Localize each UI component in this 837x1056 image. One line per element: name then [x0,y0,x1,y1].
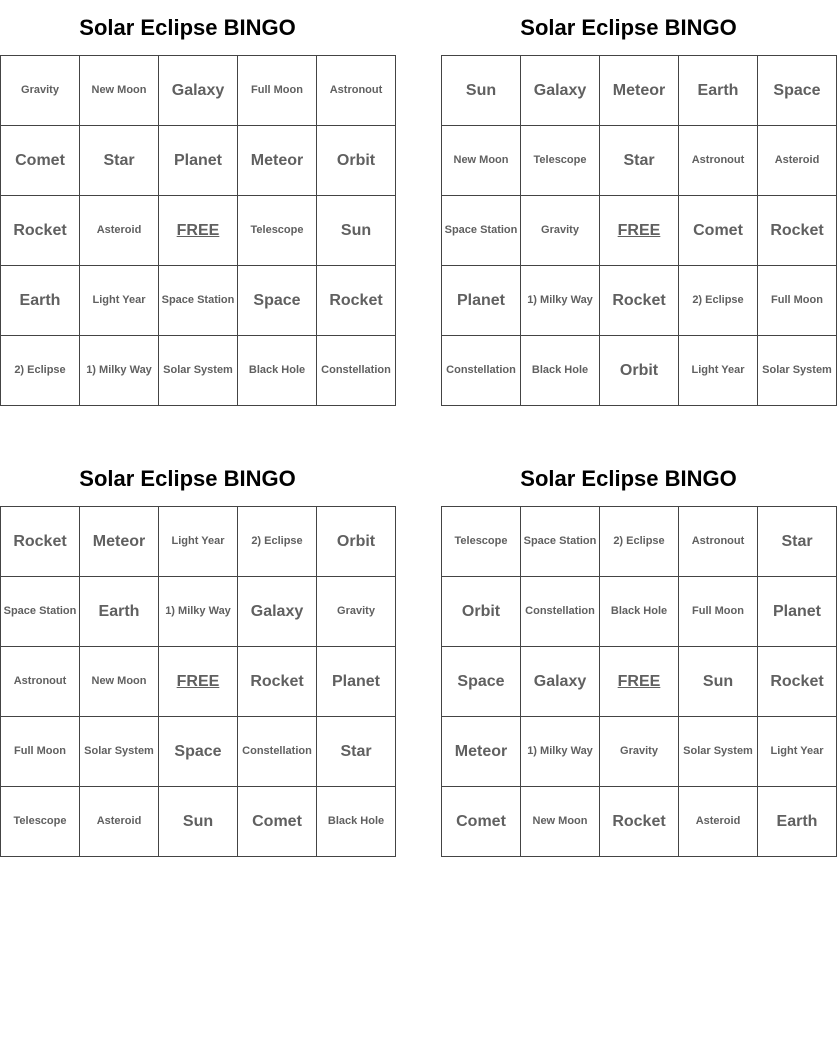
card-title: Solar Eclipse BINGO [520,466,737,491]
bingo-cell: Asteroid [80,196,159,266]
grid-row [442,336,837,406]
bingo-cell: Rocket [758,647,837,717]
grid-row [1,266,396,336]
bingo-cell: Gravity [317,577,396,647]
bingo-cell: Solar System [758,336,837,406]
bingo-grid [0,506,396,857]
bingo-cell: Rocket [238,647,317,717]
grid-row [1,577,396,647]
bingo-cell: Solar System [679,717,758,787]
bingo-cell: Star [600,126,679,196]
grid-row [442,266,837,336]
bingo-cell: Astronout [679,126,758,196]
grid-row [1,126,396,196]
bingo-cell: Meteor [238,126,317,196]
grid-row [1,717,396,787]
bingo-cell: Galaxy [159,56,238,126]
bingo-cell: Gravity [1,56,80,126]
grid-row [1,787,396,857]
bingo-cell: Gravity [521,196,600,266]
grid-row [442,787,837,857]
bingo-cell: Full Moon [238,56,317,126]
bingo-cell: Galaxy [521,647,600,717]
bingo-cell: Star [317,717,396,787]
free-space-cell: FREE [159,647,238,717]
bingo-cell: Full Moon [679,577,758,647]
bingo-cell: Sun [679,647,758,717]
bingo-cell: Gravity [600,717,679,787]
grid-row [1,647,396,717]
bingo-cell: Star [758,507,837,577]
bingo-cell: Galaxy [238,577,317,647]
bingo-cell: Asteroid [758,126,837,196]
bingo-cell: Solar System [80,717,159,787]
free-space-cell: FREE [600,196,679,266]
bingo-cell: Comet [1,126,80,196]
bingo-cell: Black Hole [600,577,679,647]
bingo-cell: Star [80,126,159,196]
bingo-cell: Light Year [80,266,159,336]
bingo-cell: Light Year [758,717,837,787]
grid-row [1,56,396,126]
bingo-cell: Meteor [442,717,521,787]
bingo-cell: Earth [1,266,80,336]
grid-row [1,336,396,406]
bingo-cell: Light Year [679,336,758,406]
bingo-cell: 1) Milky Way [159,577,238,647]
bingo-cell: Earth [758,787,837,857]
bingo-cell: 1) Milky Way [80,336,159,406]
bingo-cell: Space [442,647,521,717]
bingo-cell: Earth [679,56,758,126]
bingo-grid [441,55,837,406]
card-title: Solar Eclipse BINGO [79,466,296,491]
bingo-cell: Black Hole [238,336,317,406]
bingo-cell: 1) Milky Way [521,266,600,336]
bingo-card [441,12,832,406]
bingo-cell: 2) Eclipse [600,507,679,577]
bingo-cell: Orbit [600,336,679,406]
bingo-cell: Galaxy [521,56,600,126]
bingo-cell: Space Station [442,196,521,266]
bingo-cell: Asteroid [679,787,758,857]
bingo-cell: Orbit [317,507,396,577]
card-title: Solar Eclipse BINGO [79,15,296,40]
free-space-cell: FREE [600,647,679,717]
bingo-grid [0,55,396,406]
bingo-cell: Rocket [317,266,396,336]
bingo-cell: Comet [679,196,758,266]
bingo-cell: Full Moon [1,717,80,787]
bingo-cell: Planet [317,647,396,717]
bingo-cell: Planet [758,577,837,647]
bingo-cell: New Moon [80,56,159,126]
bingo-cell: Sun [317,196,396,266]
free-space-cell: FREE [159,196,238,266]
bingo-cell: Space [238,266,317,336]
bingo-cell: Rocket [600,266,679,336]
bingo-cell: Constellation [442,336,521,406]
bingo-cell: Comet [238,787,317,857]
bingo-cell: Constellation [238,717,317,787]
bingo-cell: Telescope [1,787,80,857]
bingo-cell: Telescope [442,507,521,577]
grid-row [442,507,837,577]
bingo-cell: Rocket [1,507,80,577]
bingo-cell: 2) Eclipse [679,266,758,336]
bingo-cell: Planet [159,126,238,196]
bingo-cell: Full Moon [758,266,837,336]
grid-row [442,56,837,126]
bingo-cell: Astronout [679,507,758,577]
bingo-cell: New Moon [442,126,521,196]
bingo-cell: Rocket [1,196,80,266]
bingo-cell: Space [758,56,837,126]
bingo-cell: Rocket [758,196,837,266]
bingo-cell: 2) Eclipse [238,507,317,577]
bingo-card [0,463,385,857]
bingo-cell: Meteor [80,507,159,577]
bingo-cell: New Moon [80,647,159,717]
bingo-cell: Light Year [159,507,238,577]
bingo-cell: Constellation [317,336,396,406]
bingo-cell: 1) Milky Way [521,717,600,787]
bingo-grid [441,506,837,857]
bingo-cell: Space [159,717,238,787]
grid-row [442,126,837,196]
bingo-card [0,12,391,406]
bingo-cell: New Moon [521,787,600,857]
bingo-cell: Telescope [521,126,600,196]
bingo-cell: Earth [80,577,159,647]
bingo-cell: Sun [159,787,238,857]
bingo-cell: Meteor [600,56,679,126]
grid-row [442,577,837,647]
bingo-cell: Astronout [1,647,80,717]
bingo-card [441,463,824,857]
bingo-cell: Black Hole [317,787,396,857]
bingo-cell: Sun [442,56,521,126]
bingo-cell: Orbit [442,577,521,647]
bingo-cell: Rocket [600,787,679,857]
grid-row [442,647,837,717]
grid-row [442,196,837,266]
card-title: Solar Eclipse BINGO [520,15,737,40]
grid-row [442,717,837,787]
bingo-cell: Orbit [317,126,396,196]
grid-row [1,507,396,577]
bingo-cell: Asteroid [80,787,159,857]
grid-row [1,196,396,266]
bingo-cell: Constellation [521,577,600,647]
bingo-cell: 2) Eclipse [1,336,80,406]
bingo-cell: Astronout [317,56,396,126]
bingo-cell: Space Station [521,507,600,577]
bingo-cell: Planet [442,266,521,336]
bingo-cell: Space Station [1,577,80,647]
bingo-cell: Comet [442,787,521,857]
bingo-cell: Telescope [238,196,317,266]
bingo-cell: Black Hole [521,336,600,406]
bingo-cell: Solar System [159,336,238,406]
bingo-cell: Space Station [159,266,238,336]
